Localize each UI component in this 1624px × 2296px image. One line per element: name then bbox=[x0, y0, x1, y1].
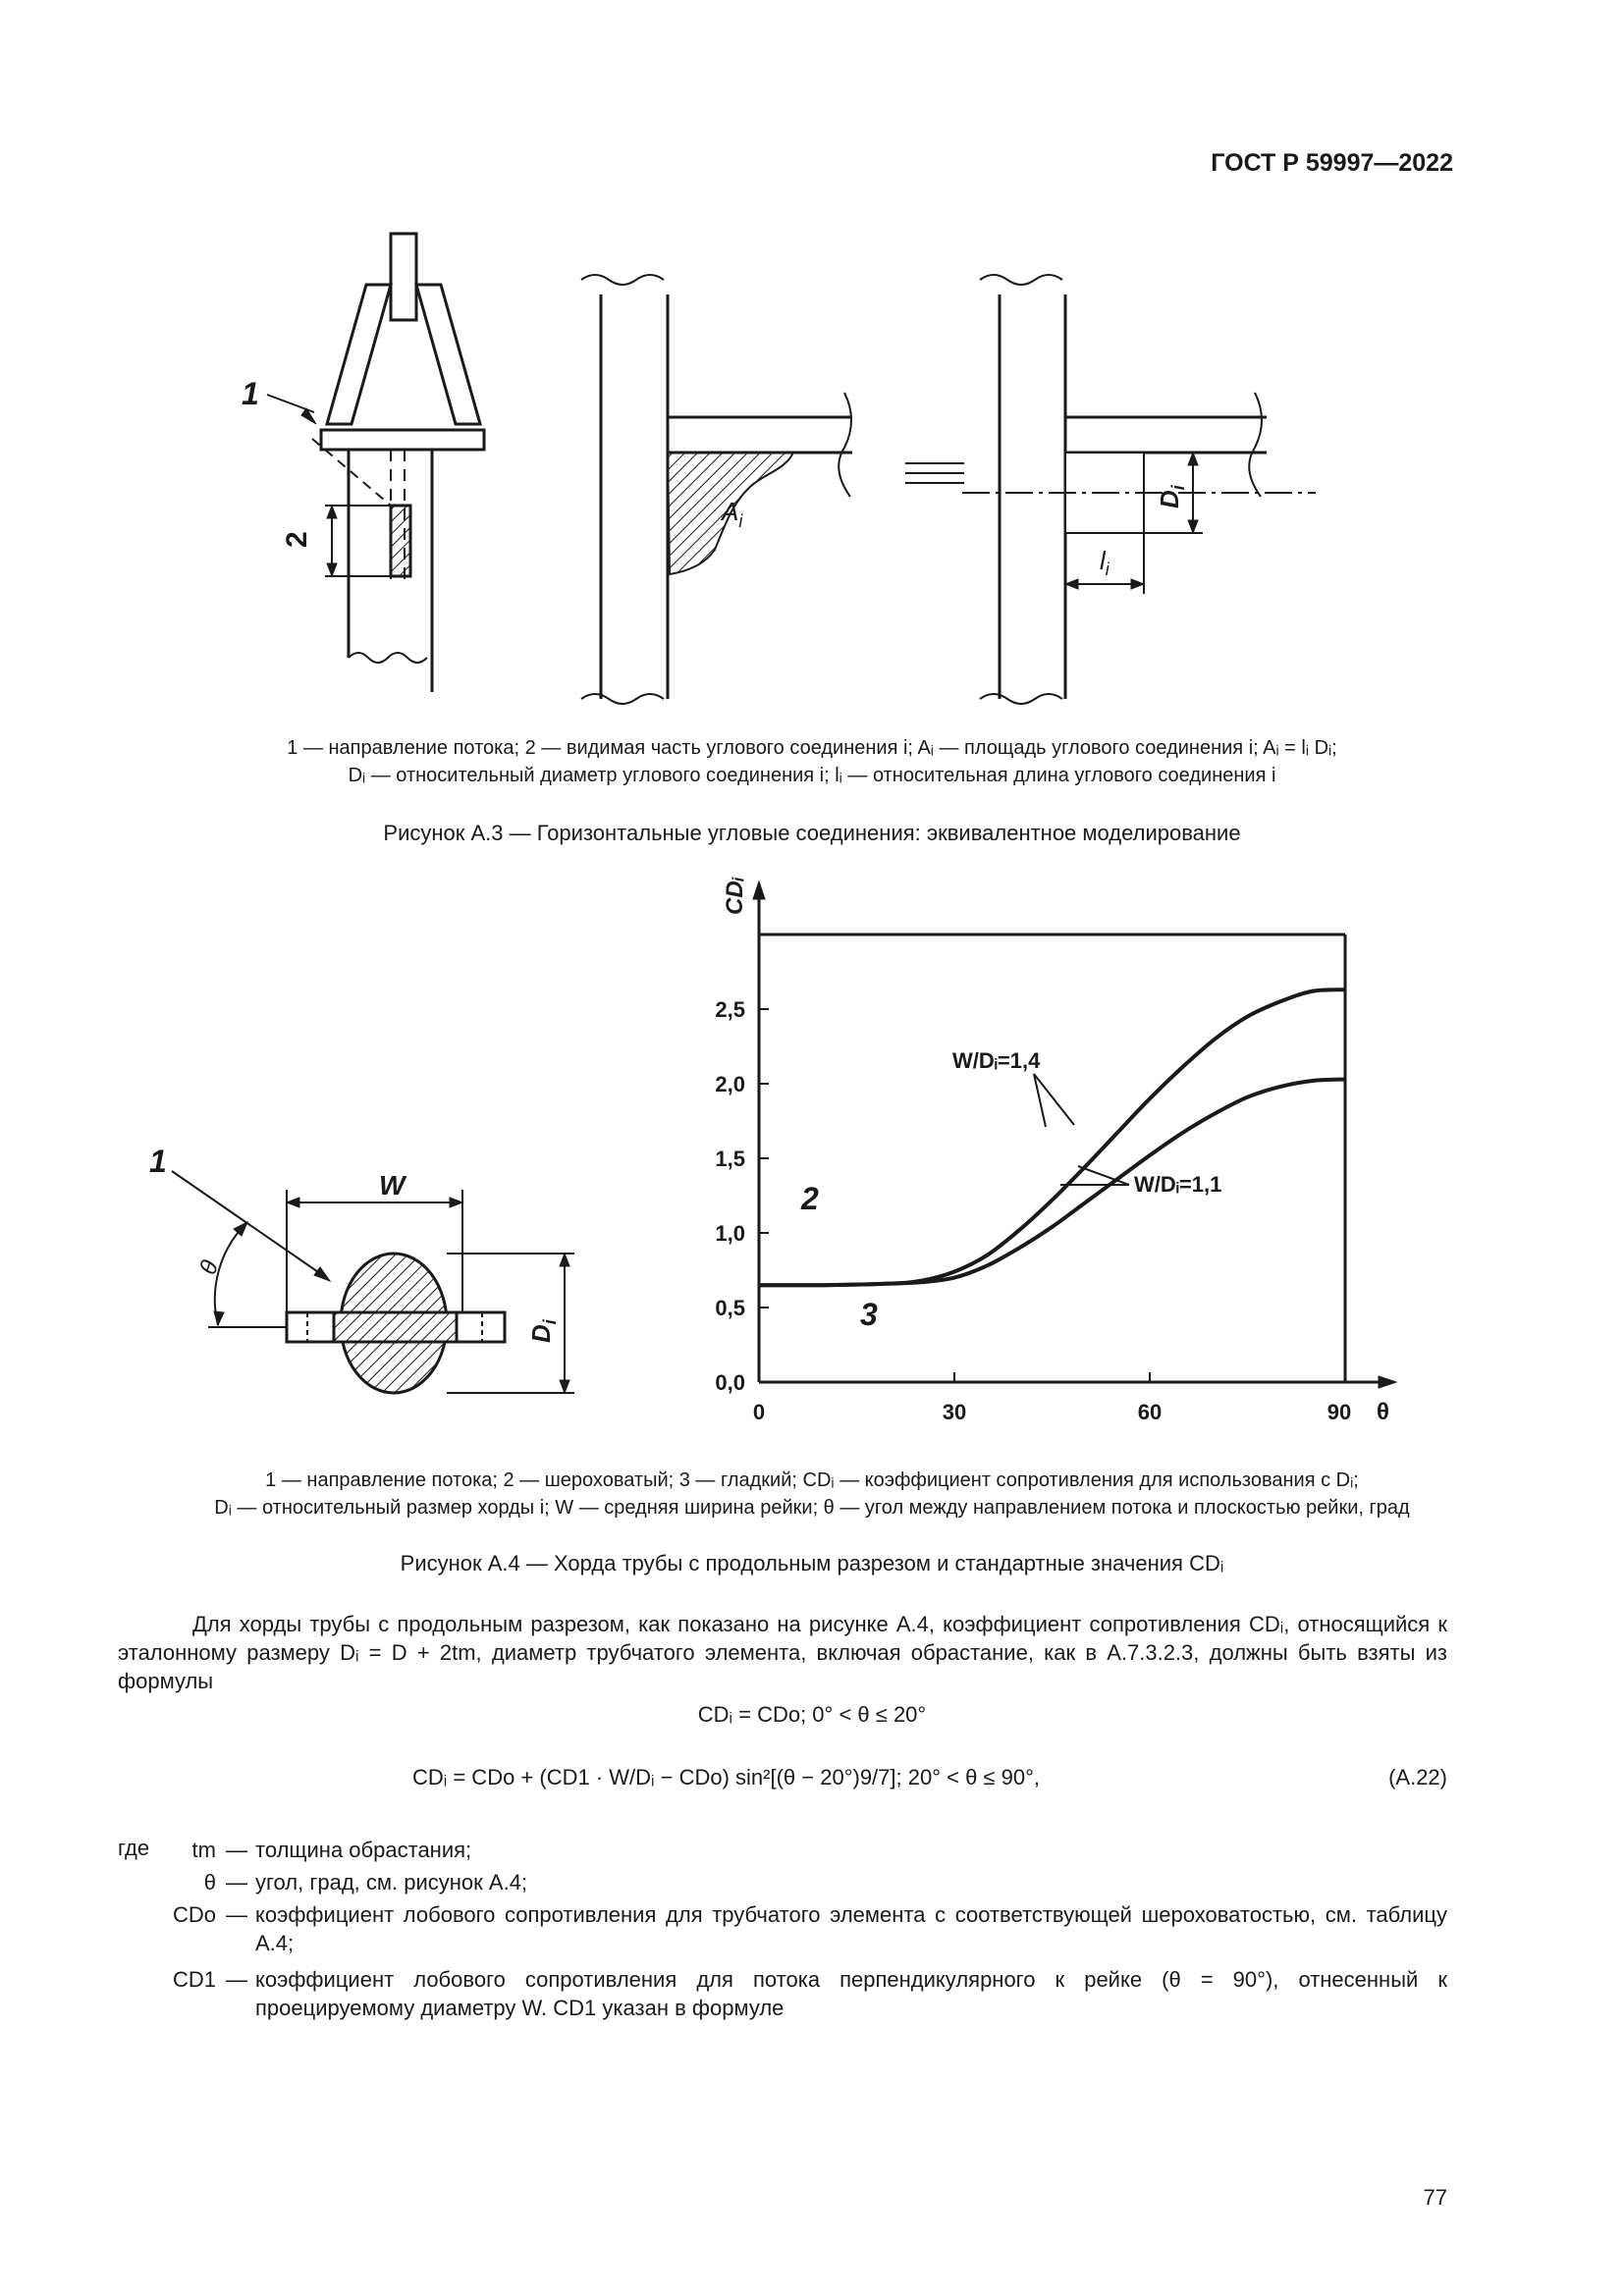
x-tick-label: 90 bbox=[1326, 1400, 1352, 1424]
a3-label-visible: 2 bbox=[281, 531, 313, 548]
a4-label-diam: $D_i$ bbox=[526, 1319, 560, 1343]
a3-label-flow: 1 bbox=[242, 376, 259, 411]
definition-symbol: tm bbox=[191, 1838, 216, 1862]
series-line-w-d-1-4 bbox=[759, 989, 1345, 1285]
a3-left-view bbox=[267, 234, 484, 692]
figure-a4-section bbox=[0, 1129, 628, 1423]
y-tick-label: 1,5 bbox=[715, 1147, 745, 1171]
y-tick-label: 1,0 bbox=[715, 1221, 745, 1246]
figure-a4-legend-line1: 1 — направление потока; 2 — шероховатый; 3 — гладкий; CDᵢ — коэффициент сопротивления для использования с Dᵢ; bbox=[265, 1469, 1359, 1491]
definition-row: θ — угол, град, см. рисунок А.4; bbox=[118, 1868, 1447, 1897]
definition-text: угол, град, см. рисунок А.4; bbox=[255, 1870, 528, 1895]
equivalence-sign bbox=[905, 463, 964, 483]
definition-text: коэффициент лобового сопротивления для потока перпендикулярного к рейке (θ = 90°), отнесенный к проецируемому диаметру W. CD1 указан в формуле bbox=[255, 1967, 1447, 2020]
x-tick-label: 0 bbox=[752, 1400, 766, 1424]
definition-text: коэффициент лобового сопротивления для трубчатого элемента с соответствующей шероховатостью, см. таблицу А.4; bbox=[255, 1902, 1447, 1955]
body-paragraph: Для хорды трубы с продольным разрезом, как показано на рисунке А.4, коэффициент сопротивления CDᵢ, относящийся к эталонному размеру Dᵢ = D + 2tm, диаметр трубчатого элемента, включая обрастание, как в А.7.3.2.3, должны быть взяты из формулы bbox=[118, 1612, 1447, 1693]
annotation-rough: 2 bbox=[801, 1181, 819, 1216]
definition-symbol: θ bbox=[203, 1870, 216, 1895]
definition-symbol: CDo bbox=[172, 1902, 216, 1927]
where-label: где bbox=[118, 1836, 150, 1860]
figure-a3-drawing bbox=[0, 0, 1624, 726]
a3-middle-view bbox=[581, 275, 852, 704]
y-axis-arrow bbox=[753, 881, 765, 899]
y-tick-label: 0,5 bbox=[715, 1296, 745, 1320]
definition-symbol: CD1 bbox=[172, 1967, 216, 1992]
document-code: ГОСТ Р 59997—2022 bbox=[1211, 149, 1453, 177]
figure-a4-legend-line2: Dᵢ — относительный размер хорды i; W — средняя ширина рейки; θ — угол между направлением потока и плоскостью рейки, град bbox=[214, 1497, 1410, 1519]
y-axis-label: CDᵢ bbox=[722, 877, 748, 915]
x-tick-label: 60 bbox=[1137, 1400, 1163, 1424]
figure-a4-chart bbox=[668, 864, 1414, 1433]
definition-row: CD1 — коэффициент лобового сопротивления для потока перпендикулярного к рейке (θ = 90°), отнесенный к проецируемому диаметру W. CD1 указан в формуле bbox=[118, 1965, 1447, 2024]
figure-a4-title: Рисунок А.4 — Хорда трубы с продольным разрезом и стандартные значения CDᵢ bbox=[400, 1551, 1224, 1575]
x-axis-arrow bbox=[1379, 1376, 1396, 1388]
page-number: 77 bbox=[1423, 2185, 1447, 2210]
y-tick-label: 2,5 bbox=[715, 997, 745, 1022]
y-tick-label: 0,0 bbox=[715, 1370, 745, 1395]
formula-2: CDᵢ = CDo + (CD1 · W/Dᵢ − CDo) sin²[(θ − 20°)9/7]; 20° < θ ≤ 90°, bbox=[412, 1765, 1040, 1789]
a3-label-diam: $D_i$ bbox=[1155, 485, 1188, 508]
definition-row: CDo — коэффициент лобового сопротивления для трубчатого элемента с соответствующей шероховатостью, см. таблицу А.4; bbox=[118, 1900, 1447, 1959]
x-tick-label: 30 bbox=[942, 1400, 967, 1424]
figure-a3-title: Рисунок А.3 — Горизонтальные угловые соединения: эквивалентное моделирование bbox=[383, 821, 1241, 845]
figure-a3-legend-line2: Dᵢ — относительный диаметр углового соединения i; lᵢ — относительная длина углового соединения i bbox=[348, 765, 1276, 786]
a3-label-area: $A_i$ bbox=[722, 497, 743, 531]
a4-label-angle: θ bbox=[194, 1256, 225, 1279]
y-tick-label: 2,0 bbox=[715, 1072, 745, 1096]
series-label-w-d-1-4: W/Dᵢ=1,4 bbox=[952, 1048, 1041, 1073]
a4-label-flow: 1 bbox=[149, 1144, 167, 1179]
x-axis-label: θ bbox=[1377, 1399, 1389, 1425]
definition-row: tm — толщина обрастания; bbox=[118, 1836, 1447, 1865]
figure-a3-legend-line1: 1 — направление потока; 2 — видимая часть углового соединения i; Aᵢ — площадь углового соединения i; Aᵢ = lᵢ Dᵢ; bbox=[287, 737, 1337, 759]
series-label-w-d-1-1: W/Dᵢ=1,1 bbox=[1134, 1172, 1222, 1197]
a4-label-width: W bbox=[379, 1170, 406, 1201]
annotation-smooth: 3 bbox=[860, 1297, 878, 1332]
series-line-w-d-1-1 bbox=[759, 1079, 1345, 1285]
formula-2-number: (А.22) bbox=[1388, 1765, 1447, 1789]
a3-label-len: $l_i$ bbox=[1100, 546, 1110, 579]
formula-1: CDᵢ = CDo; 0° < θ ≤ 20° bbox=[697, 1702, 927, 1727]
a3-right-view bbox=[962, 275, 1316, 704]
definition-text: толщина обрастания; bbox=[255, 1838, 472, 1862]
